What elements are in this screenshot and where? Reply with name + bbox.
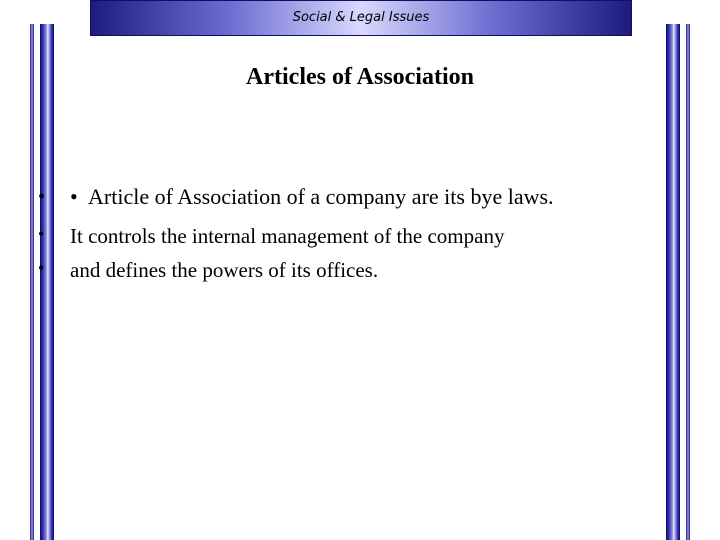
header-label: Social & Legal Issues (292, 10, 430, 25)
slide-title: Articles of Association (246, 64, 474, 90)
bullet-text: It controls the internal management of the company (70, 224, 505, 248)
left-border-thin (30, 24, 34, 540)
bullet-icon: • (70, 184, 78, 209)
right-border-thick (666, 24, 680, 540)
right-border-thin (686, 24, 690, 540)
bullet-text: Article of Association of a company are its bye laws. (88, 184, 554, 209)
bullet-text: and defines the powers of its offices. (70, 258, 379, 282)
left-border-thick (40, 24, 54, 540)
header-band (90, 0, 632, 36)
bullet-icon: • (38, 186, 46, 208)
bullet-icon: • (38, 258, 45, 278)
bullet-icon: • (38, 224, 45, 244)
